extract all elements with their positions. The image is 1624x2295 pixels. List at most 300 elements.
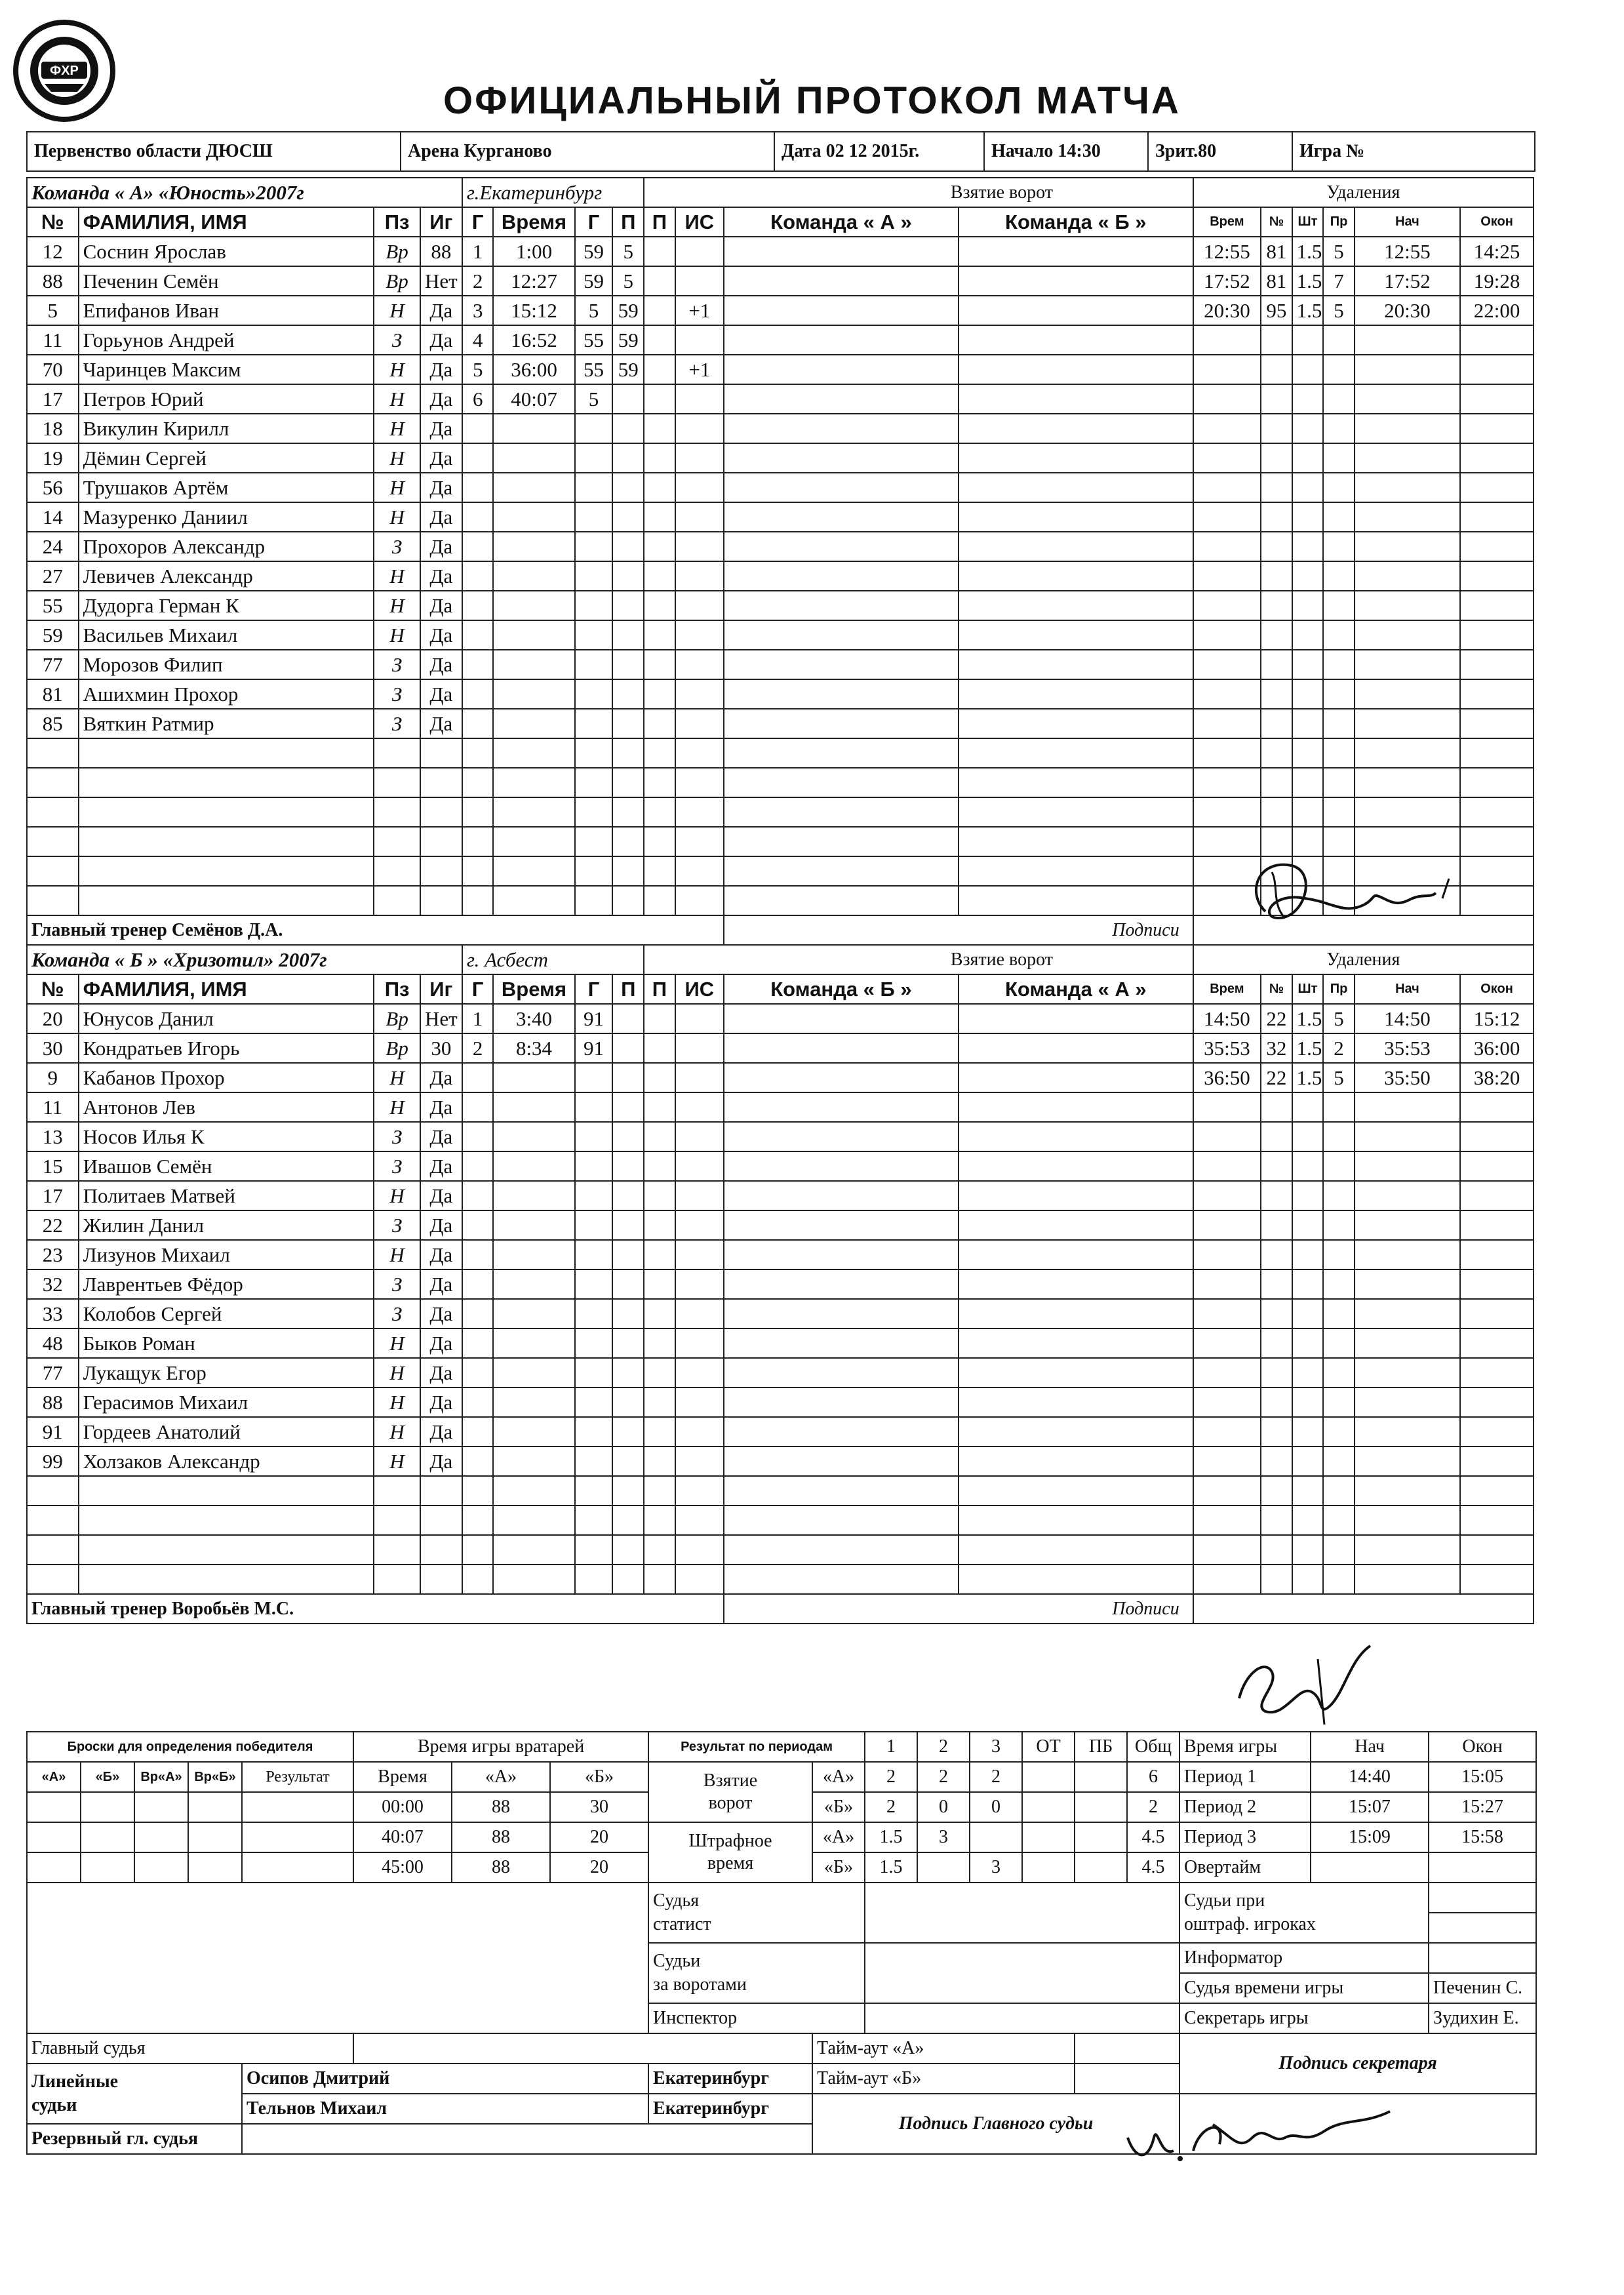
goals-b-cell: 0 (970, 1792, 1022, 1822)
goal-team-cell (959, 325, 1193, 355)
goal-team-cell (959, 1447, 1193, 1476)
column-header: Врем (1193, 974, 1261, 1004)
penalty-start (1355, 1240, 1460, 1269)
referee-signature (1115, 2098, 1416, 2177)
player-name (79, 1506, 374, 1535)
penalty-minutes (1292, 1387, 1324, 1417)
goal-assist-2 (644, 738, 675, 768)
shootout-col: «А» (27, 1762, 81, 1792)
goal-assist-1 (612, 443, 644, 473)
player-played (420, 1476, 462, 1506)
goal-team-cell (959, 827, 1193, 856)
penalty-code (1323, 473, 1355, 502)
goal-assist-2 (644, 1299, 675, 1328)
pim-a-cell (1075, 1822, 1127, 1852)
column-header: Команда « А » (724, 207, 959, 237)
penalty-player (1261, 1447, 1292, 1476)
goal-assist-1 (612, 886, 644, 915)
goal-number (462, 1476, 494, 1506)
player-number (27, 856, 79, 886)
pim-a-cell (1022, 1822, 1075, 1852)
player-number: 15 (27, 1151, 79, 1181)
player-number (27, 1476, 79, 1506)
player-number: 20 (27, 1004, 79, 1033)
goal-time: 15:12 (493, 296, 574, 325)
penalty-end (1460, 1328, 1534, 1358)
player-name: Лизунов Михаил (79, 1240, 374, 1269)
goal-team-cell (724, 502, 959, 532)
player-position (374, 1476, 420, 1506)
goal-assist-1 (612, 1033, 644, 1063)
player-played: Да (420, 1181, 462, 1210)
penalty-player (1261, 1240, 1292, 1269)
player-number (27, 768, 79, 797)
penalty-time (1193, 1476, 1261, 1506)
goal-team-cell (724, 1535, 959, 1565)
penalty-code (1323, 709, 1355, 738)
penalty-player: 81 (1261, 237, 1292, 266)
goal-assist-1 (612, 650, 644, 679)
player-played: Да (420, 502, 462, 532)
player-row (27, 797, 1534, 827)
player-position: Н (374, 1328, 420, 1358)
penalty-time (1193, 443, 1261, 473)
shootout-col: Результат (242, 1762, 353, 1792)
penalty-start (1355, 1269, 1460, 1299)
linesman-name: Осипов Дмитрий (242, 2064, 648, 2094)
championship: Первенство области ДЮСШ (27, 132, 401, 171)
goal-scorer (575, 1506, 613, 1535)
penalty-time (1193, 620, 1261, 650)
pim-a-cell (970, 1822, 1022, 1852)
gk-col: «Б» (550, 1762, 648, 1792)
penalty-judges-label: оштраф. игроках (1184, 1914, 1316, 1934)
penalty-code (1323, 1328, 1355, 1358)
goal-time (493, 1299, 574, 1328)
goal-scorer (575, 532, 613, 561)
player-number: 23 (27, 1240, 79, 1269)
goal-number (462, 414, 494, 443)
goal-time (493, 1328, 574, 1358)
goal-assist-1 (612, 738, 644, 768)
player-name: Прохоров Александр (79, 532, 374, 561)
goal-team-cell (959, 1240, 1193, 1269)
penalty-minutes (1292, 1328, 1324, 1358)
penalty-code: 5 (1323, 296, 1355, 325)
player-played: 88 (420, 237, 462, 266)
goal-assist-2 (644, 856, 675, 886)
penalty-code (1323, 1210, 1355, 1240)
player-name: Жилин Данил (79, 1210, 374, 1240)
player-name: Гордеев Анатолий (79, 1417, 374, 1447)
player-name (79, 1476, 374, 1506)
team-b-roster (26, 944, 1534, 1624)
goal-team-cell (724, 532, 959, 561)
column-header: Нач (1355, 207, 1460, 237)
goal-team-cell (959, 443, 1193, 473)
goal-assist-2 (644, 296, 675, 325)
goal-assist-2 (644, 532, 675, 561)
player-number: 77 (27, 650, 79, 679)
goal-situation (675, 1181, 724, 1210)
goal-assist-2 (644, 1269, 675, 1299)
goal-time (493, 414, 574, 443)
penalty-start (1355, 1447, 1460, 1476)
goal-time (493, 1269, 574, 1299)
period-end: 15:58 (1429, 1822, 1536, 1852)
player-row (27, 1506, 1534, 1535)
goal-assist-2 (644, 1210, 675, 1240)
goal-team-cell (724, 1299, 959, 1328)
penalty-code (1323, 1447, 1355, 1476)
player-position: Н (374, 443, 420, 473)
penalty-start (1355, 502, 1460, 532)
goal-team-cell (959, 1328, 1193, 1358)
player-played: 30 (420, 1033, 462, 1063)
goal-scorer: 59 (575, 237, 613, 266)
goal-scorer (575, 1181, 613, 1210)
penalty-start (1355, 650, 1460, 679)
penalty-start (1355, 709, 1460, 738)
player-played: Да (420, 1210, 462, 1240)
penalty-end (1460, 532, 1534, 561)
goal-scorer (575, 414, 613, 443)
goal-team-cell (959, 768, 1193, 797)
player-name: Трушаков Артём (79, 473, 374, 502)
penalty-end (1460, 561, 1534, 591)
player-position: Н (374, 473, 420, 502)
goal-team-cell (724, 296, 959, 325)
goal-situation (675, 443, 724, 473)
penalty-code (1323, 797, 1355, 827)
period-col: Общ (1127, 1732, 1179, 1762)
goal-team-cell (959, 650, 1193, 679)
goal-situation (675, 768, 724, 797)
penalty-start (1355, 1328, 1460, 1358)
penalty-code (1323, 1181, 1355, 1210)
player-played: Да (420, 473, 462, 502)
player-name: Носов Илья К (79, 1122, 374, 1151)
penalty-start (1355, 414, 1460, 443)
penalty-code (1323, 1535, 1355, 1565)
player-position: Вр (374, 237, 420, 266)
goal-team-cell (724, 856, 959, 886)
player-position: Вр (374, 266, 420, 296)
start-label: Нач (1311, 1732, 1429, 1762)
column-header: ФАМИЛИЯ, ИМЯ (79, 207, 374, 237)
goal-assist-1: 59 (612, 296, 644, 325)
column-header: П (644, 207, 675, 237)
player-number (27, 827, 79, 856)
goal-team-cell (724, 797, 959, 827)
penalty-code (1323, 738, 1355, 768)
player-number: 27 (27, 561, 79, 591)
player-number: 88 (27, 1387, 79, 1417)
player-number (27, 738, 79, 768)
penalty-time (1193, 1092, 1261, 1122)
penalty-player (1261, 768, 1292, 797)
period-name: Период 3 (1179, 1822, 1311, 1852)
goal-time (493, 620, 574, 650)
goal-assist-1: 59 (612, 355, 644, 384)
penalty-time (1193, 1151, 1261, 1181)
penalty-minutes: 1.5 (1292, 1063, 1324, 1092)
player-played: Да (420, 1299, 462, 1328)
penalty-code (1323, 1092, 1355, 1122)
goal-assist-1 (612, 1122, 644, 1151)
column-header: № (1261, 974, 1292, 1004)
player-position: Н (374, 1240, 420, 1269)
penalty-minutes (1292, 1358, 1324, 1387)
penalty-time: 35:53 (1193, 1033, 1261, 1063)
goal-team-cell (959, 591, 1193, 620)
player-position: З (374, 1151, 420, 1181)
goal-assist-1 (612, 768, 644, 797)
goal-situation (675, 414, 724, 443)
player-row (27, 502, 1534, 532)
penalty-end (1460, 1092, 1534, 1122)
player-number: 12 (27, 237, 79, 266)
penalty-player (1261, 1535, 1292, 1565)
penalty-player (1261, 620, 1292, 650)
goal-situation (675, 237, 724, 266)
pim-b-cell (1022, 1852, 1075, 1883)
end-label: Окон (1429, 1732, 1536, 1762)
goal-assist-1 (612, 591, 644, 620)
timeout-a-label: Тайм-аут «А» (812, 2033, 1075, 2064)
team-tag: «Б» (812, 1792, 865, 1822)
goals-b-cell (1075, 1792, 1127, 1822)
player-number: 11 (27, 325, 79, 355)
penalty-minutes (1292, 1417, 1324, 1447)
player-position: Н (374, 502, 420, 532)
player-played (420, 886, 462, 915)
column-header: Время (493, 207, 574, 237)
goal-situation (675, 886, 724, 915)
goal-team-cell (724, 1387, 959, 1417)
goal-situation (675, 266, 724, 296)
penalty-code (1323, 1476, 1355, 1506)
player-played (420, 1565, 462, 1594)
penalty-end (1460, 502, 1534, 532)
goal-number: 6 (462, 384, 494, 414)
penalty-player (1261, 1417, 1292, 1447)
player-played: Да (420, 1417, 462, 1447)
pim-label: Штрафное (688, 1831, 772, 1851)
goal-team-cell (959, 620, 1193, 650)
player-name: Дёмин Сергей (79, 443, 374, 473)
penalty-end (1460, 414, 1534, 443)
player-name: Кабанов Прохор (79, 1063, 374, 1092)
goal-assist-1 (612, 679, 644, 709)
player-row (27, 1210, 1534, 1240)
goal-team-cell (724, 443, 959, 473)
penalty-minutes (1292, 1565, 1324, 1594)
goal-time: 8:34 (493, 1033, 574, 1063)
goal-assist-2 (644, 1151, 675, 1181)
goal-situation (675, 1151, 724, 1181)
penalty-minutes (1292, 355, 1324, 384)
goal-situation (675, 620, 724, 650)
penalty-player (1261, 384, 1292, 414)
goal-scorer (575, 1358, 613, 1387)
penalty-code (1323, 1151, 1355, 1181)
goal-team-cell (724, 414, 959, 443)
penalty-player (1261, 709, 1292, 738)
goal-scorer (575, 1210, 613, 1240)
goal-assist-2 (644, 768, 675, 797)
goal-assist-2 (644, 1476, 675, 1506)
player-position (374, 827, 420, 856)
goal-team-cell (724, 237, 959, 266)
penalty-start (1355, 1476, 1460, 1506)
player-played: Да (420, 1240, 462, 1269)
goal-number: 2 (462, 1033, 494, 1063)
goal-team-cell (959, 355, 1193, 384)
penalty-time (1193, 1535, 1261, 1565)
player-played: Да (420, 679, 462, 709)
goal-scorer (575, 650, 613, 679)
goal-assist-2 (644, 1417, 675, 1447)
logo-text: ФХР (50, 64, 79, 78)
penalty-code (1323, 325, 1355, 355)
player-row (27, 1004, 1534, 1033)
player-position: Н (374, 561, 420, 591)
goals-label: ворот (708, 1793, 753, 1813)
player-row (27, 532, 1534, 561)
goal-scorer (575, 561, 613, 591)
penalty-code (1323, 591, 1355, 620)
goal-assist-2 (644, 1358, 675, 1387)
goal-assist-1 (612, 561, 644, 591)
period-col: ОТ (1022, 1732, 1075, 1762)
goal-team-cell (959, 738, 1193, 768)
goal-assist-2 (644, 1063, 675, 1092)
goal-team-cell (724, 325, 959, 355)
team-city: г. Асбест (462, 945, 644, 974)
player-position: З (374, 1299, 420, 1328)
goal-scorer (575, 738, 613, 768)
goal-time (493, 1565, 574, 1594)
goal-assist-1 (612, 827, 644, 856)
penalty-time (1193, 1387, 1261, 1417)
goal-scorer: 5 (575, 296, 613, 325)
shootout-col: «Б» (81, 1762, 134, 1792)
goal-scorer (575, 1269, 613, 1299)
goal-time (493, 532, 574, 561)
goal-assist-1 (612, 1269, 644, 1299)
player-row (27, 1299, 1534, 1328)
player-position (374, 856, 420, 886)
player-row (27, 591, 1534, 620)
goal-assist-2 (644, 620, 675, 650)
player-number: 13 (27, 1122, 79, 1151)
player-position: Н (374, 355, 420, 384)
goal-number (462, 1210, 494, 1240)
goal-time (493, 473, 574, 502)
goal-assist-1 (612, 1358, 644, 1387)
period-col: 1 (865, 1732, 917, 1762)
penalty-player (1261, 473, 1292, 502)
player-position: Н (374, 591, 420, 620)
player-position: З (374, 1210, 420, 1240)
player-number: 18 (27, 414, 79, 443)
column-header: Г (462, 974, 494, 1004)
signatures-label: Подписи (724, 915, 1193, 945)
player-row (27, 1565, 1534, 1594)
goal-time: 3:40 (493, 1004, 574, 1033)
penalty-player (1261, 1328, 1292, 1358)
team-title: Команда « А» «Юность»2007г (27, 178, 462, 207)
period-col: ПБ (1075, 1732, 1127, 1762)
goal-time: 1:00 (493, 237, 574, 266)
player-name (79, 856, 374, 886)
goal-assist-1 (612, 1535, 644, 1565)
penalty-end (1460, 620, 1534, 650)
pim-a-cell: 3 (917, 1822, 970, 1852)
goal-number (462, 502, 494, 532)
player-position (374, 738, 420, 768)
player-played: Нет (420, 266, 462, 296)
period-col: 3 (970, 1732, 1022, 1762)
player-row (27, 1535, 1534, 1565)
goal-time (493, 738, 574, 768)
player-number: 19 (27, 443, 79, 473)
column-header: П (612, 974, 644, 1004)
player-name: Викулин Кирилл (79, 414, 374, 443)
penalty-end (1460, 384, 1534, 414)
penalty-code (1323, 1358, 1355, 1387)
penalty-player (1261, 1387, 1292, 1417)
goal-team-cell (959, 1092, 1193, 1122)
penalty-minutes: 1.5 (1292, 1004, 1324, 1033)
goal-time (493, 768, 574, 797)
game-number: Игра № (1292, 132, 1535, 171)
goal-team-cell (724, 1122, 959, 1151)
goal-situation (675, 561, 724, 591)
goal-team-cell (959, 502, 1193, 532)
goals-taken-label: Взятие ворот (644, 178, 1193, 207)
team-a-roster (26, 177, 1534, 946)
goal-assist-2 (644, 797, 675, 827)
penalty-time (1193, 502, 1261, 532)
penalty-start (1355, 355, 1460, 384)
penalty-end (1460, 1122, 1534, 1151)
goal-scorer (575, 620, 613, 650)
goal-situation (675, 1122, 724, 1151)
player-name: Ашихмин Прохор (79, 679, 374, 709)
goal-number (462, 1092, 494, 1122)
penalty-start (1355, 1122, 1460, 1151)
goal-team-cell (724, 679, 959, 709)
column-header: Шт (1292, 207, 1324, 237)
goal-number (462, 679, 494, 709)
penalty-minutes (1292, 443, 1324, 473)
goal-team-cell (724, 561, 959, 591)
penalty-minutes (1292, 473, 1324, 502)
penalty-end (1460, 1240, 1534, 1269)
penalty-player (1261, 443, 1292, 473)
penalty-start (1355, 1210, 1460, 1240)
reserve-referee-label: Резервный гл. судья (27, 2124, 242, 2154)
penalty-start: 14:50 (1355, 1004, 1460, 1033)
goal-time: 12:27 (493, 266, 574, 296)
penalty-player (1261, 1151, 1292, 1181)
penalty-start (1355, 1387, 1460, 1417)
goal-team-cell (724, 1063, 959, 1092)
player-played: Да (420, 414, 462, 443)
penalty-end (1460, 738, 1534, 768)
